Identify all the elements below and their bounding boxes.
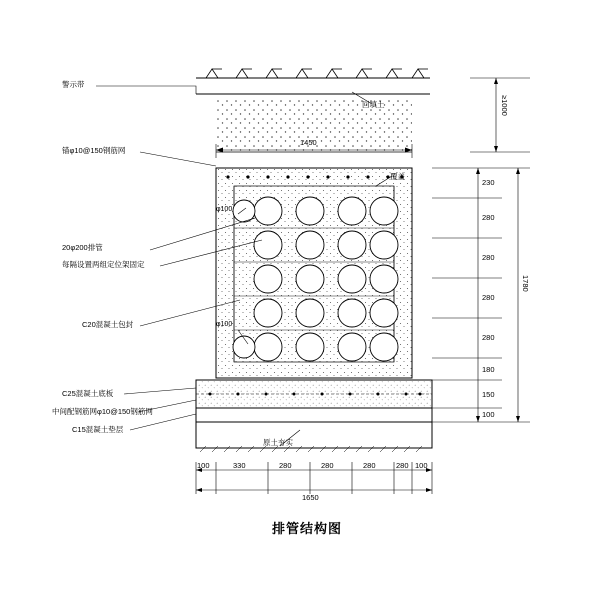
label-concrete-c20: C20混凝土包封 <box>82 320 134 329</box>
dimension-right-1: 230 <box>482 178 495 187</box>
label-mesh-middle: 中间配钢筋网φ10@150钢筋网 <box>52 407 153 416</box>
label-compacted-soil: 原土夯实 <box>263 438 293 447</box>
label-slab-c25: C25混凝土底板 <box>62 389 114 398</box>
label-warning-tape: 警示带 <box>62 80 85 89</box>
label-rebar-phi100-top: φ100 <box>216 206 233 213</box>
duct-bank-body <box>216 168 412 378</box>
dimension-seg-6: 280 <box>396 461 409 470</box>
label-backfill: 回填土 <box>362 100 385 109</box>
label-rebar-phi100-bottom: φ100 <box>216 321 233 328</box>
drawing-title: 排管结构图 <box>272 521 343 536</box>
dimension-top-width: 1450 <box>300 138 317 147</box>
dimension-right-5: 280 <box>482 333 495 342</box>
dimension-right-total: 1780 <box>521 275 530 292</box>
dimension-seg-5: 280 <box>363 461 376 470</box>
base-slab-group <box>196 380 432 452</box>
label-cover-soil: 覆盖 <box>390 172 405 181</box>
dimension-seg-7: 100 <box>415 461 428 470</box>
label-cushion-c15: C15混凝土垫层 <box>72 425 124 434</box>
dimension-right-7: 150 <box>482 390 495 399</box>
dimension-right-4: 280 <box>482 293 495 302</box>
dimension-right-3: 280 <box>482 253 495 262</box>
dimension-seg-1: 100 <box>197 461 210 470</box>
dimension-seg-2: 330 <box>233 461 246 470</box>
dimension-bottom-width: 1650 <box>302 493 319 502</box>
dimension-seg-3: 280 <box>279 461 292 470</box>
dimension-right-8: 100 <box>482 410 495 419</box>
dimension-right-chain <box>432 78 530 422</box>
dimension-seg-4: 280 <box>321 461 334 470</box>
dimension-cover-depth: ≥1000 <box>500 95 509 116</box>
dimension-right-6: 180 <box>482 365 495 374</box>
dimension-right-2: 280 <box>482 213 495 222</box>
label-mesh-top: 锚φ10@150钢筋网 <box>62 146 126 155</box>
label-pipes: 20φ200排管 <box>62 243 103 252</box>
label-pipes-fixing: 每隔设置两组定位架固定 <box>62 260 145 269</box>
